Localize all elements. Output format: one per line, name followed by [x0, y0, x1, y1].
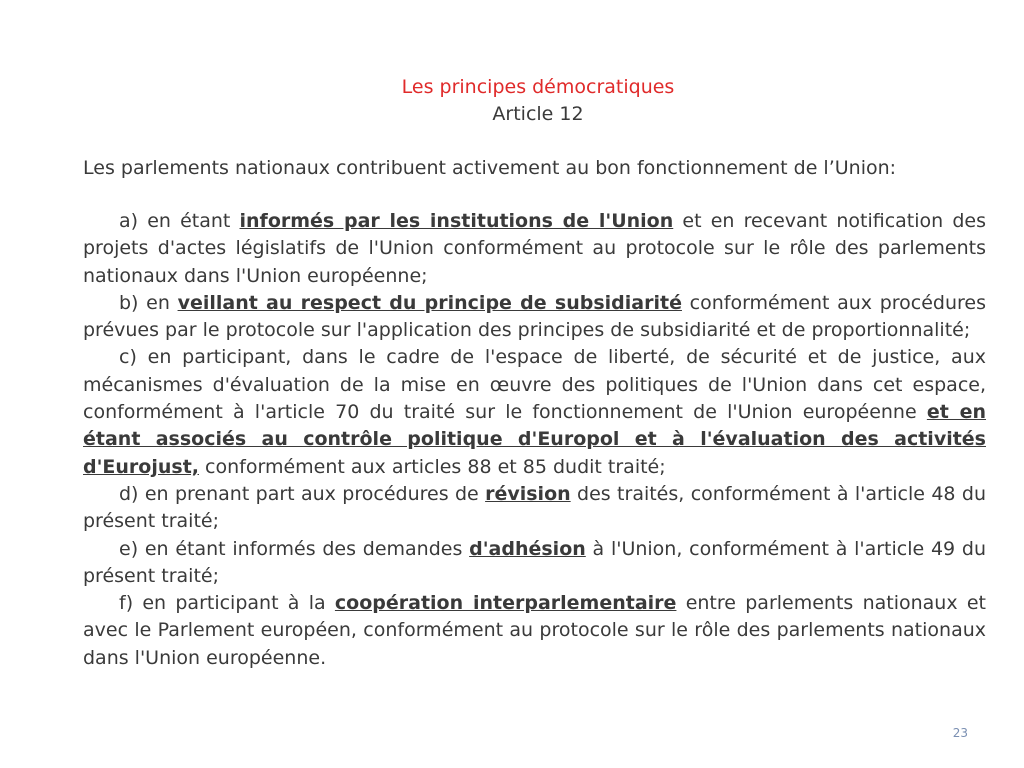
- list-item-d: [83, 481, 986, 536]
- list-item-c: [83, 344, 986, 480]
- item-e-text-1: e) en étant informés des demandes: [119, 537, 470, 560]
- item-c-emphasis: et en étant associés au contrôle politique d'Europol et à l'évaluation des activités d'Eurojust,: [83, 401, 987, 478]
- item-f-text-1: f) en participant à la: [119, 592, 335, 615]
- item-c-text-2: conformément aux articles 88 et 85 dudit traité;: [199, 455, 666, 478]
- list-item-e: [83, 536, 986, 591]
- list-item-b: [83, 290, 986, 345]
- item-d-emphasis: révision: [485, 482, 571, 505]
- list-item-f: [83, 590, 986, 672]
- item-e-emphasis: d'adhésion: [469, 537, 586, 560]
- item-c-text-1: c) en participant, dans le cadre de l'espace de liberté, de sécurité et de justice, aux mécanismes d'évaluation de la mise en œuvre des politiques de l'Union dans cet espace, conformément à l'article 70 du traité sur le fonctionnement de l'Union européenne: [83, 346, 986, 424]
- item-b-text-1: b) en: [119, 291, 178, 314]
- article-body: [83, 208, 986, 672]
- list-item-a: [83, 208, 986, 290]
- item-e-text-2: à l'Union, conformément à l'article 49 du présent traité;: [83, 537, 986, 587]
- item-d-text-2: des traités, conformément à l'article 48 du présent traité;: [83, 482, 986, 533]
- item-a-emphasis: informés par les institutions de l'Union: [239, 210, 674, 232]
- page-number: 23: [952, 726, 968, 740]
- item-d-text-1: d) en prenant part aux procédures de: [119, 482, 486, 505]
- intro-paragraph: Les parlements nationaux contribuent activement au bon fonctionnement de l’Union:: [83, 157, 897, 179]
- item-b-text-2: conformément aux procédures prévues par le protocole sur l'application des principes de subsidiarité et de proportionnalité;: [83, 291, 987, 342]
- item-b-emphasis: veillant au respect du principe de subsidiarité: [177, 291, 682, 314]
- slide-title: Les principes démocratiques: [401, 76, 675, 98]
- item-f-emphasis: coopération interparlementaire: [334, 592, 677, 615]
- item-f-text-2: entre parlements nationaux et avec le Parlement européen, conformément au protocole sur le rôle des parlements nationaux dans l'Union européenne.: [83, 592, 986, 669]
- item-a-text-1: a) en étant: [119, 210, 240, 232]
- article-number: Article 12: [492, 103, 584, 125]
- item-a-text-2: et en recevant notification des projets d'actes législatifs de l'Union conformément au protocole sur le rôle des parlements nationaux dans l'Union européenne;: [83, 210, 986, 287]
